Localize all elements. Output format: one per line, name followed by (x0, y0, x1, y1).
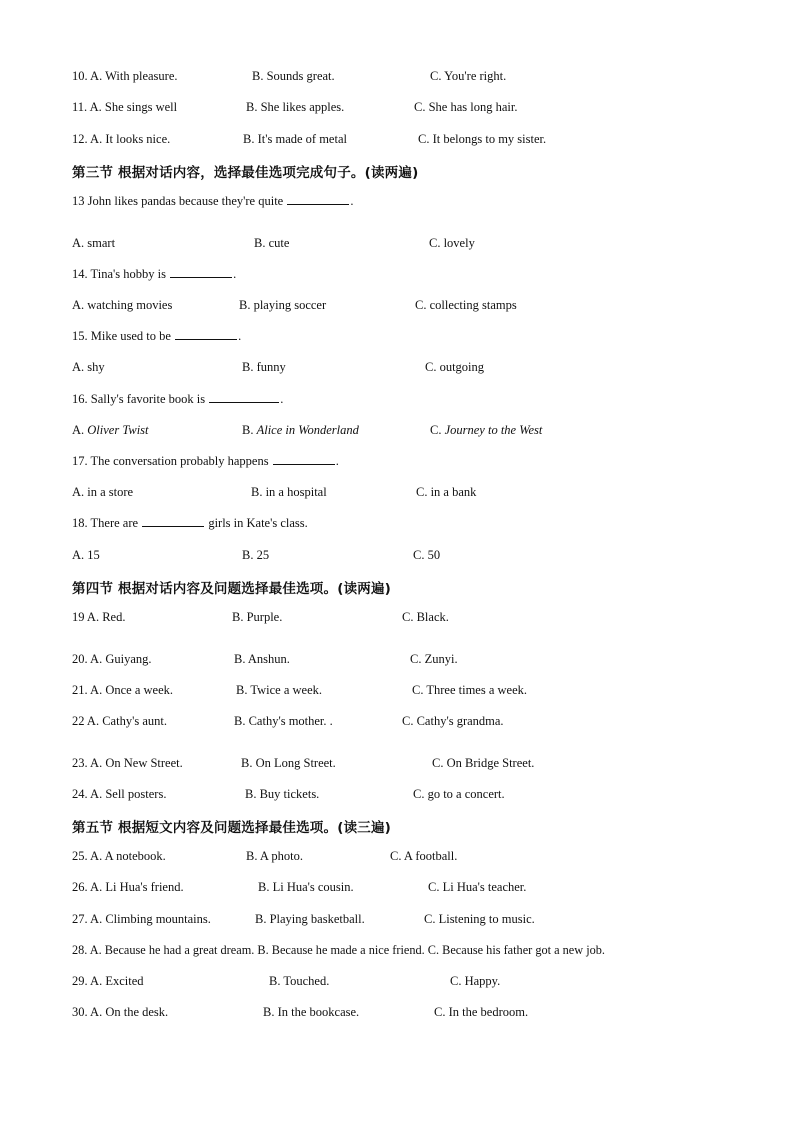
stem-end: . (233, 267, 237, 281)
option-c: C. outgoing (425, 360, 485, 374)
book-title: Journey to the West (444, 423, 543, 437)
option-c: C. You're right. (430, 69, 507, 83)
option-b: B. Cathy's mother. . (234, 714, 333, 728)
option-letter: C. (430, 423, 445, 437)
option-c: C. Li Hua's teacher. (428, 880, 527, 894)
option-a: 27. A. Climbing mountains. (72, 912, 211, 926)
question-stem-15 (72, 328, 241, 344)
stem-text: 17. The conversation probably happens (72, 454, 269, 468)
option-c: C. Black. (402, 610, 449, 624)
option-a: 12. A. It looks nice. (72, 132, 171, 146)
option-c: C. In the bedroom. (434, 1005, 529, 1019)
option-a: 19 A. Red. (72, 610, 126, 624)
stem-text: 13 John likes pandas because they're quite (72, 194, 284, 208)
option-c: C. A football. (390, 849, 458, 863)
answer-blank (287, 193, 349, 205)
section-5-heading: 第五节 根据短文内容及问题选择最佳选项。(读三遍) (72, 820, 392, 836)
option-b: B. Li Hua's cousin. (258, 880, 354, 894)
stem-text: 18. There are (72, 516, 139, 530)
option-c: C. Zunyi. (410, 652, 458, 666)
option-c: C. Cathy's grandma. (402, 714, 504, 728)
option-a: 20. A. Guiyang. (72, 652, 152, 666)
option-c: C. Happy. (450, 974, 501, 988)
option-a: 10. A. With pleasure. (72, 69, 178, 83)
option-c: C. collecting stamps (415, 298, 517, 312)
question-stem-18 (72, 515, 308, 531)
option-c: C. She has long hair. (414, 100, 518, 114)
option-b: B. in a hospital (251, 485, 327, 499)
option-a: A. watching movies (72, 298, 173, 312)
option-a: 23. A. On New Street. (72, 756, 183, 770)
option-letter: B. (242, 423, 257, 437)
stem-text: 14. Tina's hobby is (72, 267, 166, 281)
option-a: A. 15 (72, 548, 100, 562)
book-title: Oliver Twist (87, 423, 149, 437)
option-b: B. Purple. (232, 610, 283, 624)
option-c: C. in a bank (416, 485, 477, 499)
stem-text: 16. Sally's favorite book is (72, 392, 206, 406)
section-3-heading: 第三节 根据对话内容，选择最佳选项完成句子。(读两遍) (72, 165, 419, 181)
option-b: B. cute (254, 236, 290, 250)
stem-end: . (280, 392, 284, 406)
option-b: B. playing soccer (239, 298, 327, 312)
option-c: C. Three times a week. (412, 683, 528, 697)
option-a: A. smart (72, 236, 116, 250)
answer-blank (175, 328, 237, 340)
option-a (72, 422, 149, 438)
question-stem-16 (72, 391, 283, 407)
option-b: B. Twice a week. (236, 683, 323, 697)
option-a: 25. A. A notebook. (72, 849, 166, 863)
option-a: A. shy (72, 360, 105, 374)
option-b: B. She likes apples. (246, 100, 345, 114)
option-c: C. lovely (429, 236, 475, 250)
option-b (242, 422, 359, 438)
option-c: C. 50 (413, 548, 441, 562)
option-b: B. Touched. (269, 974, 330, 988)
option-b: B. funny (242, 360, 286, 374)
stem-end: . (350, 194, 354, 208)
option-b: B. 25 (242, 548, 270, 562)
option-c: C. Listening to music. (424, 912, 535, 926)
option-b: B. In the bookcase. (263, 1005, 360, 1019)
option-a: 29. A. Excited (72, 974, 144, 988)
option-a: 22 A. Cathy's aunt. (72, 714, 167, 728)
stem-end: . (238, 329, 242, 343)
option-b: B. Sounds great. (252, 69, 335, 83)
stem-end: girls in Kate's class. (208, 516, 308, 530)
stem-text: 15. Mike used to be (72, 329, 171, 343)
option-b: B. Playing basketball. (255, 912, 365, 926)
answer-blank (273, 453, 335, 465)
answer-blank (209, 391, 279, 403)
section-4-heading: 第四节 根据对话内容及问题选择最佳选项。(读两遍) (72, 581, 392, 597)
stem-end: . (335, 454, 339, 468)
option-c (430, 422, 542, 438)
book-title: Alice in Wonderland (256, 423, 359, 437)
option-c: C. On Bridge Street. (432, 756, 535, 770)
option-c: C. go to a concert. (413, 787, 505, 801)
option-a: 21. A. Once a week. (72, 683, 174, 697)
question-stem-14 (72, 266, 236, 282)
option-b: B. It's made of metal (243, 132, 347, 146)
option-a: 26. A. Li Hua's friend. (72, 880, 184, 894)
option-a: 30. A. On the desk. (72, 1005, 169, 1019)
question-stem-13 (72, 193, 353, 209)
option-b: B. A photo. (246, 849, 303, 863)
question-stem-17 (72, 453, 339, 469)
option-a: 24. A. Sell posters. (72, 787, 167, 801)
answer-blank (170, 266, 232, 278)
question-row-28: 28. A. Because he had a great dream. B. Because he made a nice friend. C. Because his father got a new job. (72, 943, 606, 957)
answer-blank (142, 515, 204, 527)
option-letter: A. (72, 423, 88, 437)
option-c: C. It belongs to my sister. (418, 132, 547, 146)
option-b: B. Anshun. (234, 652, 290, 666)
option-a: A. in a store (72, 485, 134, 499)
option-b: B. Buy tickets. (245, 787, 320, 801)
option-a: 11. A. She sings well (72, 100, 178, 114)
option-b: B. On Long Street. (241, 756, 336, 770)
